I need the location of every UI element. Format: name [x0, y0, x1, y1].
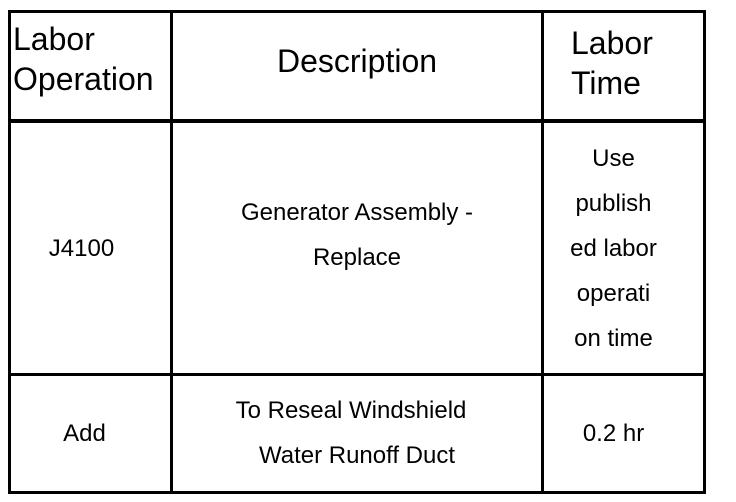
- header-labor-time-line-1: Labor: [571, 25, 653, 61]
- row-1-operation: [11, 123, 170, 373]
- row-2-operation-code: Add: [63, 420, 106, 447]
- row-1-time: [544, 123, 703, 373]
- row-2-description-line-2: Water Runoff Duct: [258, 441, 456, 469]
- labor-operation-table: [8, 10, 706, 494]
- row-1-time-line-4: operati: [576, 279, 651, 307]
- row-2-description: [173, 376, 541, 491]
- row-2-description-line-1: To Reseal Windshield: [235, 396, 467, 424]
- header-labor-operation-line-1: Labor: [13, 21, 95, 57]
- row-1-time-line-5: on time: [574, 324, 653, 352]
- header-description: [173, 13, 541, 119]
- row-1-time-line-2: publish: [575, 189, 652, 217]
- row-2-operation: [11, 376, 170, 491]
- table-border-right: [703, 10, 706, 494]
- row-1-description-line-2: Replace: [312, 244, 402, 271]
- header-labor-operation-line-2: Operation: [13, 61, 154, 97]
- row-2-time: [544, 376, 703, 491]
- row-2-time-value: 0.2 hr: [582, 420, 645, 447]
- header-labor-time: [544, 13, 703, 119]
- row-1-time-line-1: Use: [592, 144, 635, 172]
- header-labor-time-line-2: Time: [571, 65, 641, 101]
- table-border-bottom: [8, 491, 706, 494]
- row-1-description: [173, 123, 541, 373]
- row-1-description-line-1: Generator Assembly -: [240, 199, 474, 226]
- row-1-time-line-3: ed labor: [570, 234, 657, 262]
- header-description-label: Description: [276, 43, 438, 79]
- row-1-operation-code: J4100: [48, 234, 115, 262]
- header-labor-operation: [11, 13, 170, 119]
